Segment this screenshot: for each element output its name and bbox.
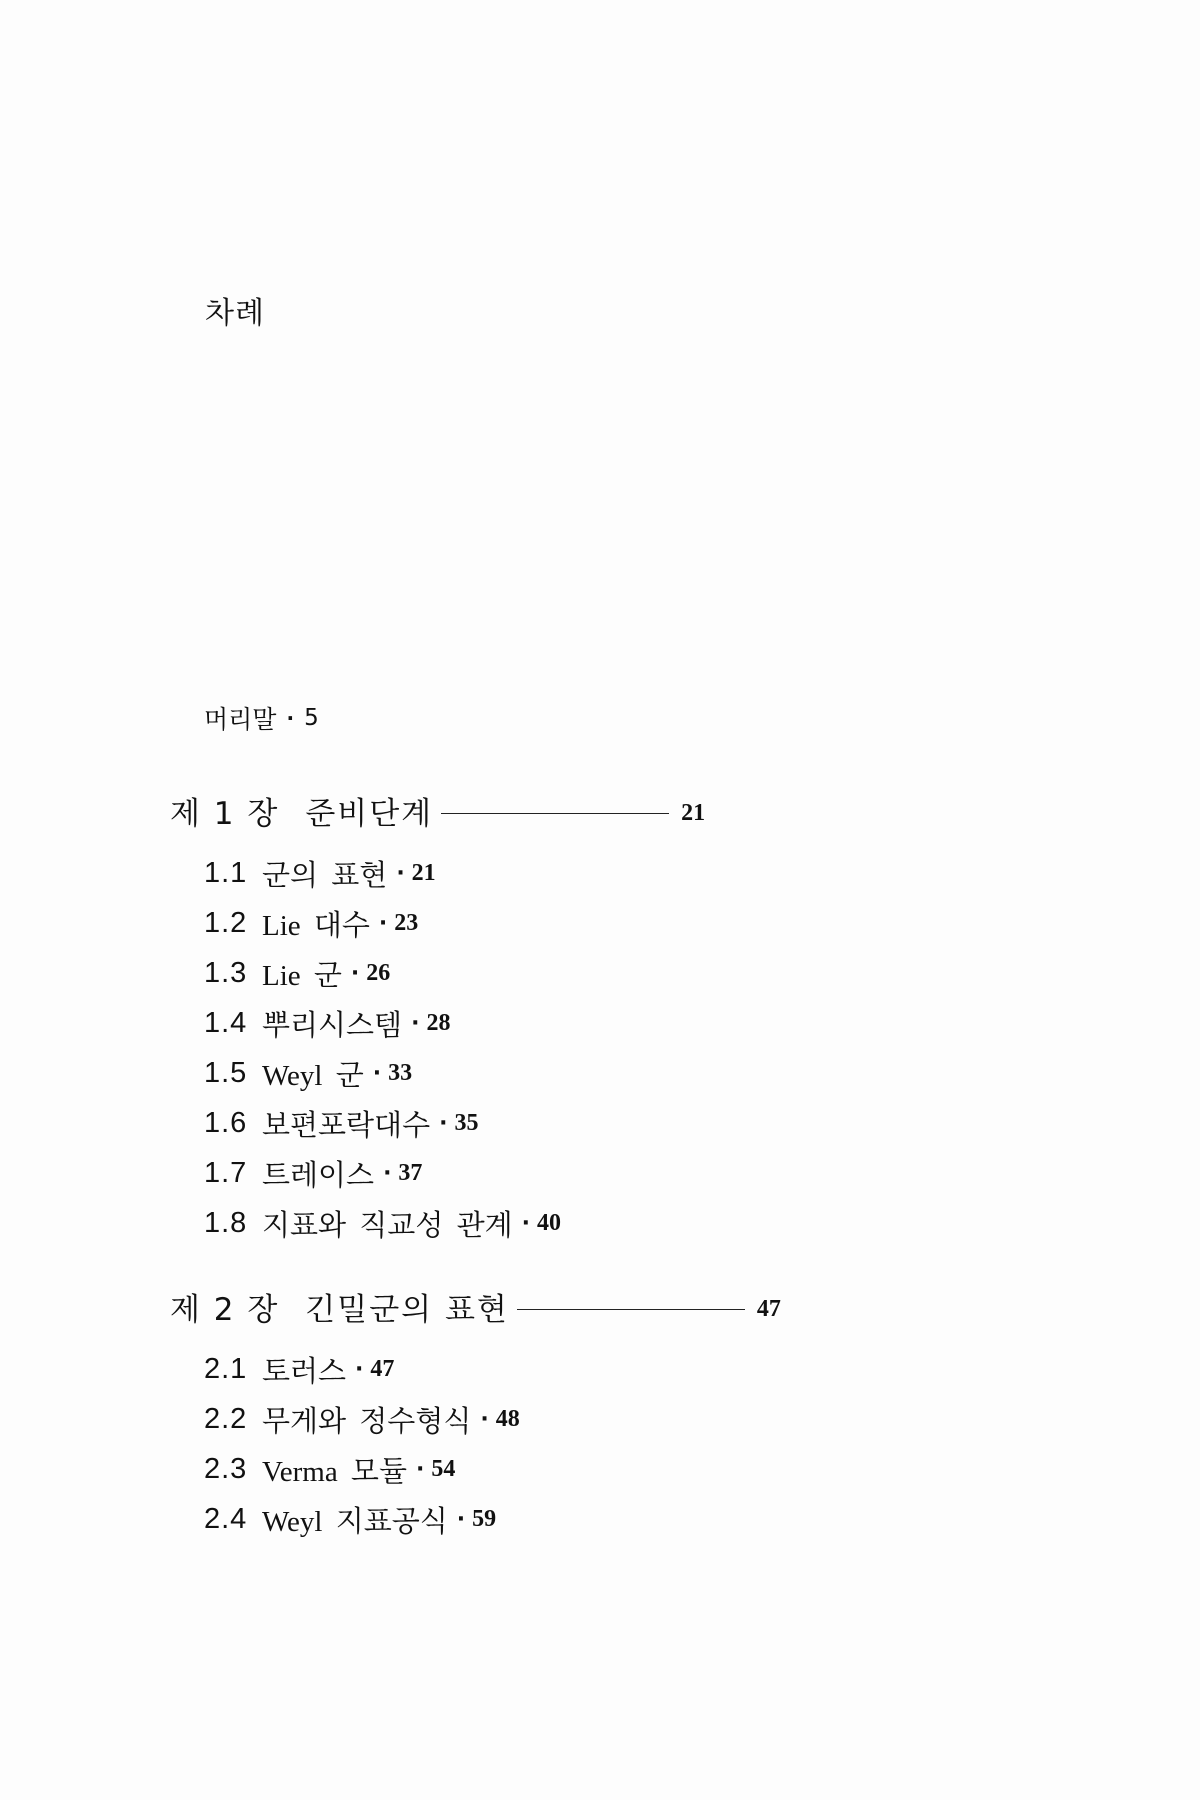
toc-section-entry xyxy=(204,1399,520,1439)
leader-line xyxy=(441,813,669,815)
section-title: Lie 군 xyxy=(262,959,342,992)
separator-dot: · xyxy=(439,1110,448,1136)
toc-section-entry xyxy=(204,1203,561,1243)
chapter-page: 47 xyxy=(756,1296,781,1322)
chapter-number: 제 1 장 xyxy=(170,796,280,832)
section-number: 1.2 xyxy=(204,906,248,939)
separator-dot: · xyxy=(521,1210,530,1236)
section-title: 뿌리시스템 xyxy=(262,1009,403,1042)
section-number: 1.5 xyxy=(204,1056,248,1089)
toc-section-entry xyxy=(204,1053,412,1093)
separator-dot: · xyxy=(372,1060,382,1086)
section-page: 54 xyxy=(431,1455,456,1482)
separator-dot: · xyxy=(378,910,388,936)
chapter-heading xyxy=(170,1284,781,1329)
section-page: 21 xyxy=(411,859,436,886)
preface-entry xyxy=(204,700,319,736)
separator-dot: · xyxy=(355,1356,364,1382)
chapter-title: 준비단계 xyxy=(305,796,434,832)
section-number: 1.1 xyxy=(204,856,248,889)
section-number: 2.3 xyxy=(204,1452,248,1485)
section-number: 1.7 xyxy=(204,1156,248,1189)
chapter-heading xyxy=(170,788,705,833)
section-number: 2.2 xyxy=(204,1402,248,1435)
section-title: 군의 표현 xyxy=(262,859,388,892)
toc-section-entry xyxy=(204,1003,450,1043)
section-page: 28 xyxy=(426,1009,451,1036)
section-title: 지표와 직교성 관계 xyxy=(262,1209,513,1242)
separator-dot: · xyxy=(286,706,295,730)
section-page: 37 xyxy=(398,1159,423,1186)
section-title: 토러스 xyxy=(262,1355,347,1388)
toc-title: 차례 xyxy=(205,296,265,331)
toc-section-entry xyxy=(204,1153,422,1193)
section-number: 1.4 xyxy=(204,1006,248,1039)
section-title: Verma 모듈 xyxy=(262,1455,407,1488)
section-number: 1.6 xyxy=(204,1106,248,1139)
section-page: 33 xyxy=(388,1059,413,1086)
section-number: 1.3 xyxy=(204,956,248,989)
separator-dot: · xyxy=(411,1010,420,1036)
section-number: 2.4 xyxy=(204,1502,248,1535)
section-number: 1.8 xyxy=(204,1206,248,1239)
separator-dot: · xyxy=(350,960,360,986)
section-title: Weyl 군 xyxy=(262,1059,364,1092)
chapter-page: 21 xyxy=(681,800,706,826)
toc-section-entry xyxy=(204,853,436,893)
separator-dot: · xyxy=(415,1456,425,1482)
section-page: 59 xyxy=(472,1505,497,1532)
section-page: 47 xyxy=(370,1355,395,1382)
section-title: 트레이스 xyxy=(262,1159,375,1192)
separator-dot: · xyxy=(480,1406,489,1432)
section-title: 무게와 정수형식 xyxy=(262,1405,472,1438)
leader-line xyxy=(517,1309,745,1311)
section-number: 2.1 xyxy=(204,1352,248,1385)
section-page: 40 xyxy=(536,1209,561,1236)
separator-dot: · xyxy=(383,1160,392,1186)
separator-dot: · xyxy=(456,1506,466,1532)
section-page: 35 xyxy=(454,1109,479,1136)
toc-section-entry xyxy=(204,1103,478,1143)
separator-dot: · xyxy=(396,860,405,886)
chapter-title: 긴밀군의 표현 xyxy=(305,1292,509,1328)
toc-section-entry xyxy=(204,1349,394,1389)
section-page: 48 xyxy=(495,1405,520,1432)
toc-section-entry xyxy=(204,1499,496,1539)
toc-section-entry xyxy=(204,1449,455,1489)
preface-page: 5 xyxy=(304,705,319,731)
section-title: Weyl 지표공식 xyxy=(262,1505,448,1538)
preface-label: 머리말 xyxy=(204,705,277,734)
section-page: 23 xyxy=(394,909,419,936)
toc-section-entry xyxy=(204,953,390,993)
toc-section-entry xyxy=(204,903,418,943)
section-page: 26 xyxy=(366,959,391,986)
section-title: Lie 대수 xyxy=(262,909,370,942)
section-title: 보편포락대수 xyxy=(262,1109,431,1142)
chapter-number: 제 2 장 xyxy=(170,1292,280,1328)
